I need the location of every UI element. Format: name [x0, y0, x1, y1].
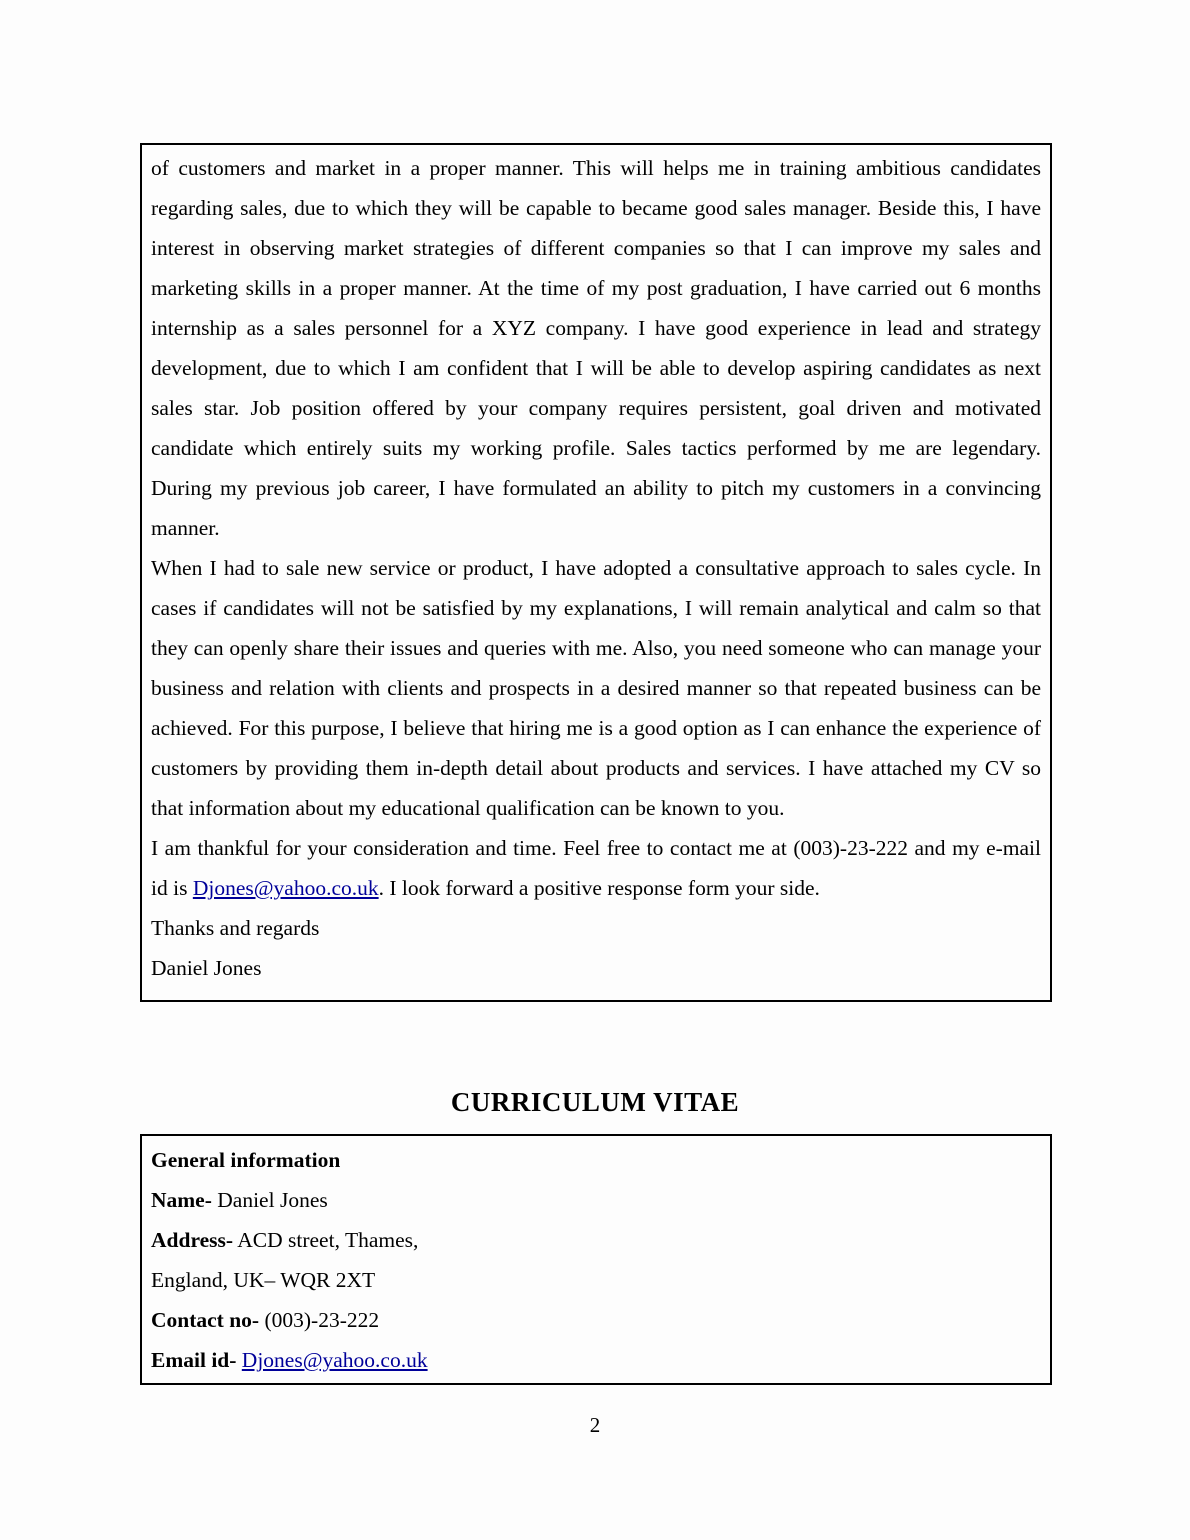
cv-contact-row	[151, 1300, 1041, 1340]
name-label: Name-	[151, 1188, 212, 1212]
cover-letter-signature: Daniel Jones	[151, 956, 262, 980]
cv-email-row	[151, 1340, 1041, 1380]
contact-label: Contact no-	[151, 1308, 260, 1332]
paragraph-3-text-before-link: I am thankful for your consideration and time. Feel free to contact me at (003)-23-222 and my e-mail id is	[151, 836, 1041, 900]
email-label: Email id-	[151, 1348, 237, 1372]
cv-name-row	[151, 1180, 1041, 1220]
cv-section-title: CURRICULUM VITAE	[450, 1087, 740, 1117]
cover-letter-body-box	[140, 143, 1052, 1002]
name-value: Daniel Jones	[217, 1188, 328, 1212]
cv-address-line2: England, UK– WQR 2XT	[151, 1268, 376, 1292]
cover-letter-paragraph-2: When I had to sale new service or product, I have adopted a consultative approach to sales cycle. In cases if candidates will not be satisfied by my explanations, I will remain analytical and calm so that they can openly share their issues and queries with me. Also, you need someone who can manage your business and relation with clients and prospects in a desired manner so that repeated business can be achieved. For this purpose, I believe that hiring me is a good option as I can enhance the experience of customers by providing them in-depth detail about products and services. I have attached my CV so that information about my educational qualification can be known to you.	[151, 556, 1041, 820]
address-value: ACD street, Thames,	[237, 1228, 419, 1252]
cover-letter-paragraph-3	[151, 828, 1041, 908]
cover-letter-paragraph-1: of customers and market in a proper manner. This will helps me in training ambitious candidates regarding sales, due to which they will be capable to became good sales manager. Beside this, I have interest in observing market strategies of different companies so that I can improve my sales and marketing skills in a proper manner. At the time of my post graduation, I have carried out 6 months internship as a sales personnel for a XYZ company. I have good experience in lead and strategy development, due to which I am confident that I will be able to develop aspiring candidates as next sales star. Job position offered by your company requires persistent, goal driven and motivated candidate which entirely suits my working profile. Sales tactics performed by me are legendary. During my previous job career, I have formulated an ability to pitch my customers in a convincing manner.	[151, 156, 1041, 540]
cv-email-link[interactable]: Djones@yahoo.co.uk	[241, 1348, 428, 1372]
general-information-heading: General information	[151, 1148, 341, 1172]
cv-address-row	[151, 1220, 1041, 1260]
page-number: 2	[589, 1413, 601, 1437]
cover-letter-closing: Thanks and regards	[151, 916, 320, 940]
general-information-box	[140, 1134, 1052, 1385]
contact-value: (003)-23-222	[264, 1308, 380, 1332]
address-label: Address-	[151, 1228, 234, 1252]
email-link[interactable]: Djones@yahoo.co.uk	[192, 876, 379, 900]
paragraph-3-text-after-link: . I look forward a positive response form your side.	[378, 876, 820, 900]
